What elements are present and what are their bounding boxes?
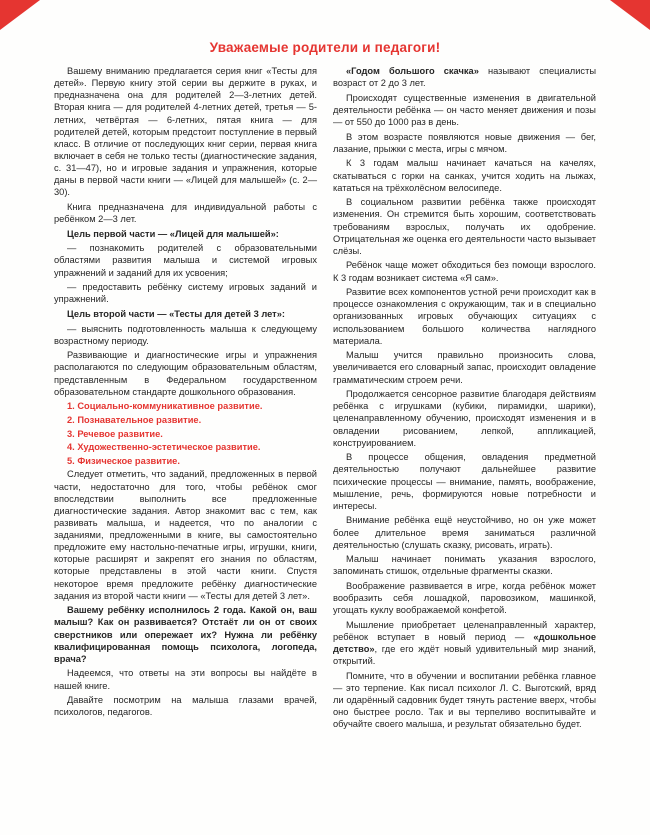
paragraph: Внимание ребёнка ещё неустойчиво, но он уже может более длительное время заниматься различной деятельностью (слушать сказку, рисовать, играть).	[333, 515, 596, 550]
paragraph: 3. Речевое развитие.	[67, 428, 163, 439]
paragraph: Ребёнок чаще может обходиться без помощи взрослого. К 3 годам возникает система «Я сам».	[333, 260, 596, 283]
text-run: Мышление приобретает целенаправленный характер, ребёнок вступает в новый период —	[333, 619, 596, 642]
paragraph: К 3 годам малыш начинает качаться на качелях, скатываться с горки на санках, учится ходить на лыжах, кататься на трёхколёсном велосипеде.	[333, 158, 596, 193]
paragraph: Следует отметить, что заданий, предложенных в первой части, недостаточно для того, чтобы ребёнок смог впоследствии выполнить все предложенные диагностические задания. Автор знакомит вас с тем, как развивать малыша, и надеется, что по аналогии с заданиями, предложенными в книге, вы самостоятельно предложите ему настольно-печатные игры, игрушки, книги, которые расширят и закрепят его знания по областям, которые представлены в этой части книги. Спустя некоторое время предложите ребёнку диагностические задания из второй части книги — «Тесты для детей 3 лет».	[54, 469, 317, 601]
paragraph: 5. Физическое развитие.	[67, 455, 180, 466]
paragraph: Вашему вниманию предлагается серия книг «Тесты для детей». Первую книгу этой серии вы держите в руках, и предназначена она для родителей 2—3-летних детей. Вторая книга — для родителей 4-летних детей, третья — 5-летних, четвёртая — 6-летних, пятая книга — для родителей детей, которым предстоит поступление в первый класс. В отличие от последующих книг серии, первая книга включает в себя не только тесты (диагностические задания, с. 31—47), но и игровые задания и упражнения, которые даны в первой части книги — «Лицей для малышей» (с. 2—30).	[54, 66, 317, 198]
paragraph: 4. Художественно-эстетическое развитие.	[67, 442, 261, 453]
paragraph	[333, 619, 596, 668]
paragraph: В процессе общения, овладения предметной деятельностью получают дальнейшее развитие психические процессы — внимание, память, воображение, мышление, речь, формируются новые потребности и интересы.	[333, 452, 596, 511]
text-run: называют специалисты возраст от 2 до 3 лет.	[333, 66, 597, 89]
corner-decoration-right	[610, 0, 650, 30]
paragraph: Малыш учится правильно произносить слова, увеличивается его словарный запас, происходит овладение грамматическим строем речи.	[333, 350, 596, 385]
paragraph: Продолжается сенсорное развитие благодаря действиям ребёнка с игрушками (кубики, пирамидки, шарики), целенаправленному обучению, происходят изменения и в овладении рисованием, лепкой, аппликацией, конструированием.	[333, 389, 596, 448]
corner-decoration-left	[0, 0, 40, 30]
left-column	[54, 65, 317, 733]
paragraph: — выяснить подготовленность малыша к следующему возрастному периоду.	[54, 323, 317, 346]
page-title: Уважаемые родители и педагоги!	[209, 40, 441, 55]
paragraph: — познакомить родителей с образовательными областями развития малыша и системой игровых упражнений и заданий для их усвоения;	[54, 243, 317, 278]
paragraph	[333, 65, 596, 89]
paragraph: — предоставить ребёнку систему игровых заданий и упражнений.	[54, 282, 317, 305]
paragraph: Цель второй части — «Тесты для детей 3 лет»:	[67, 308, 285, 319]
paragraph: Цель первой части — «Лицей для малышей»:	[67, 228, 279, 239]
paragraph: Развивающие и диагностические игры и упражнения располагаются по следующим образовательным областям, представленным в Федеральном государственном образовательном стандарте дошкольного образования.	[54, 350, 317, 397]
paragraph: 1. Социально-коммуникативное развитие.	[67, 401, 263, 412]
text-run: , где его ждёт новый удивительный мир знаний, открытий.	[333, 644, 596, 667]
paragraph: Происходят существенные изменения в двигательной деятельности ребёнка — он часто меняет движения и позы — от 550 до 1000 раз в день.	[333, 92, 596, 127]
paragraph: Надеемся, что ответы на эти вопросы вы найдёте в нашей книге.	[54, 668, 317, 691]
paragraph: Малыш начинает понимать указания взрослого, запоминать стишок, отдельные фрагменты сказки.	[333, 554, 596, 577]
paragraph: Воображение развивается в игре, когда ребёнок может вообразить себя лошадкой, паровозиком, машинкой, угощать куклу воображаемой конфетой.	[333, 581, 596, 616]
paragraph: Давайте посмотрим на малыша глазами врачей, психологов, педагогов.	[54, 695, 317, 718]
bold-text-run: «дошкольное детство»	[333, 632, 596, 655]
paragraph: Книга предназначена для индивидуальной работы с ребёнком 2—3 лет.	[54, 201, 317, 224]
right-column	[333, 65, 596, 733]
paragraph: Развитие всех компонентов устной речи происходит как в процессе ознакомления с окружающим, так и в специально организованных игровых обучающих ситуациях с использованием большого количества наглядного материала.	[333, 287, 596, 346]
bold-text-run: «Годом большого скачка»	[346, 66, 479, 76]
paragraph: 2. Познавательное развитие.	[67, 414, 202, 425]
paragraph: Вашему ребёнку исполнилось 2 года. Какой он, ваш малыш? Как он развивается? Отстаёт ли он от своих сверстников или опережает их? Нужна ли ребёнку квалифицированная помощь психолога, логопеда, врача?	[54, 605, 317, 664]
paragraph: Помните, что в обучении и воспитании ребёнка главное — это терпение. Как писал психолог Л. С. Выготский, вряд ли одарённый садовник будет тянуть растение вверх, чтобы оно быстрее росло. Так и вы терпеливо воспитывайте и обучайте своего малыша, и результат обязательно будет.	[333, 670, 596, 730]
paragraph: В этом возрасте появляются новые движения — бег, лазание, прыжки с места, игры с мячом.	[333, 131, 596, 154]
text-columns	[0, 65, 650, 733]
paragraph: В социальном развитии ребёнка также происходят изменения. Он стремится быть хорошим, соответствовать требованиям взрослых, получать их одобрение. Отрицательная же оценка его деятельности часто вызывает слёзы.	[333, 197, 596, 256]
